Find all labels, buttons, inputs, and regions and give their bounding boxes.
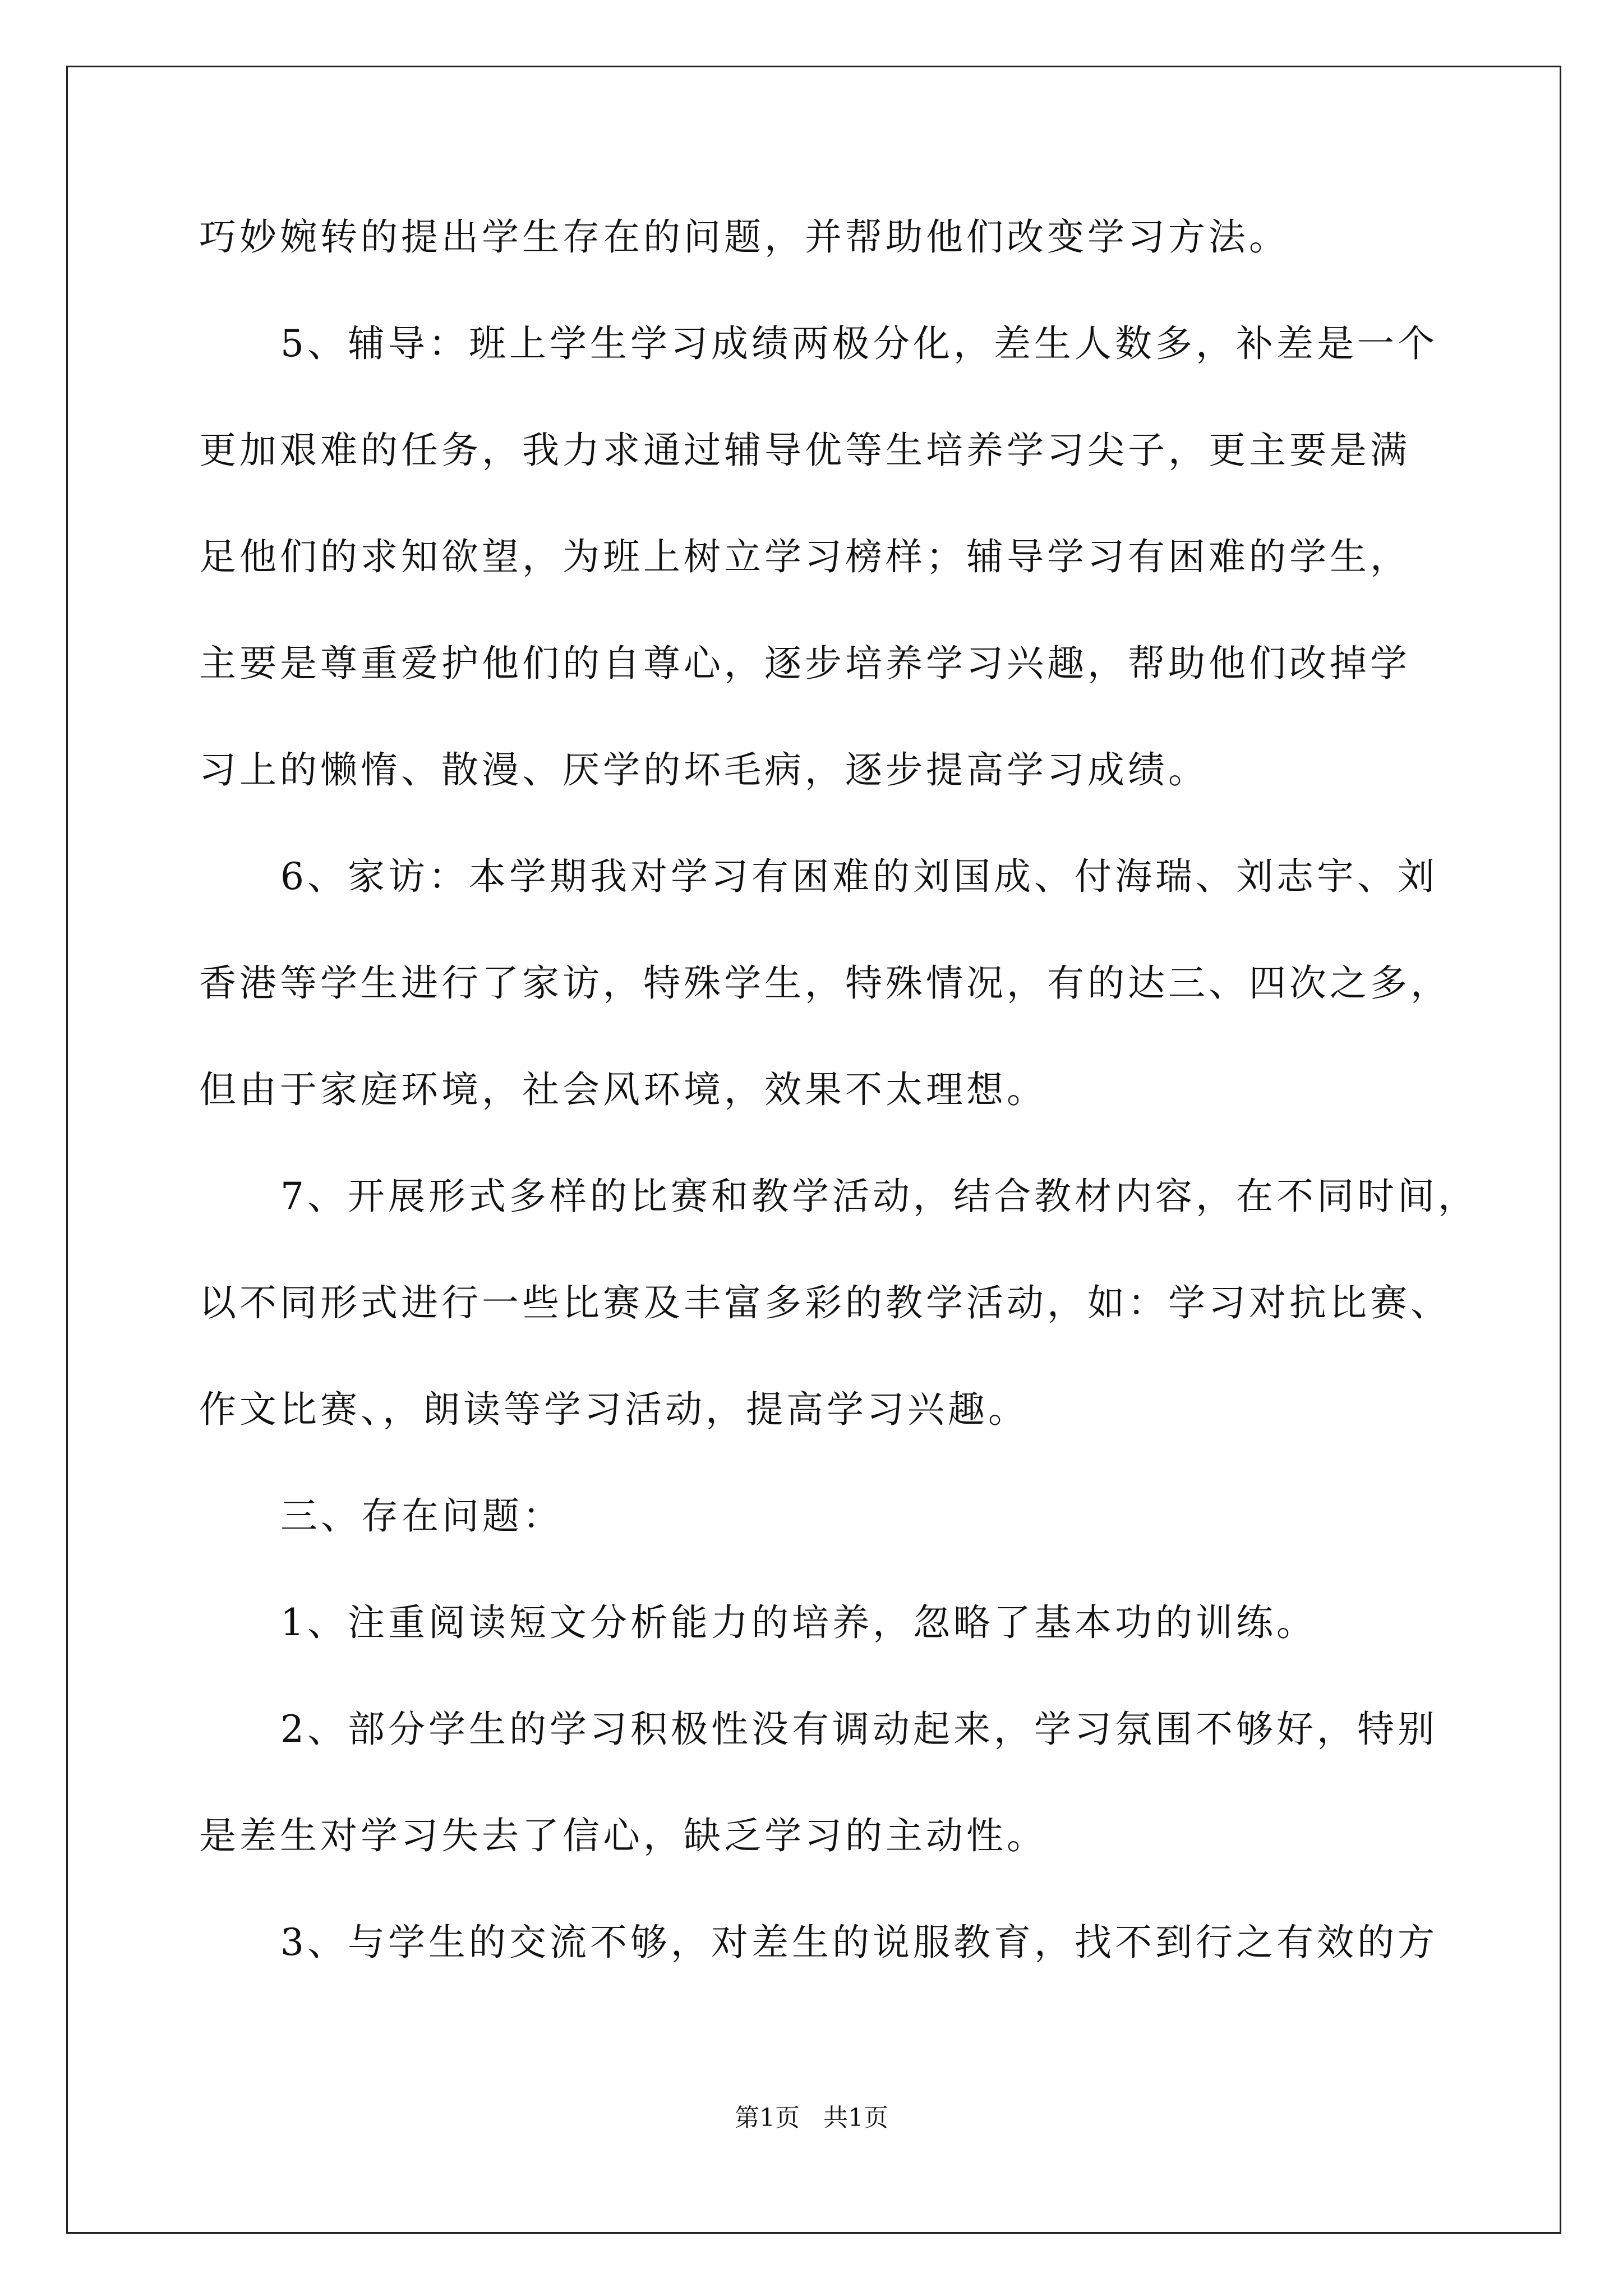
text-line-4: 足他们的求知欲望，为班上树立学习榜样；辅导学习有困难的学生， — [199, 535, 1410, 578]
text-line-11: 以不同形式进行一些比赛及丰富多彩的教学活动，如：学习对抗比赛、 — [199, 1281, 1451, 1324]
text-line-8: 香港等学生进行了家访，特殊学生，特殊情况，有的达三、四次之多， — [199, 961, 1451, 1005]
section-heading: 三、存在问题： — [280, 1494, 563, 1538]
text-line-7: 6、家访：本学期我对学习有困难的刘国成、付海瑞、刘志宇、刘 — [280, 855, 1438, 898]
text-line-17: 3、与学生的交流不够，对差生的说服教育，找不到行之有效的方 — [280, 1921, 1438, 1964]
text-line-6: 习上的懒惰、散漫、厌学的坏毛病，逐步提高学习成绩。 — [199, 748, 1209, 792]
text-line-15: 2、部分学生的学习积极性没有调动起来，学习氛围不够好，特别 — [280, 1708, 1438, 1751]
text-line-9: 但由于家庭环境，社会风环境，效果不太理想。 — [199, 1068, 1047, 1111]
text-line-10: 7、开展形式多样的比赛和教学活动，结合教材内容，在不同时间， — [280, 1175, 1478, 1218]
text-line-3: 更加艰难的任务，我力求通过辅导优等生培养学习尖子，更主要是满 — [199, 429, 1410, 472]
text-line-16: 是差生对学习失去了信心，缺乏学习的主动性。 — [199, 1814, 1047, 1857]
text-line-5: 主要是尊重爱护他们的自尊心，逐步培养学习兴趣，帮助他们改掉学 — [199, 642, 1410, 685]
text-line-2: 5、辅导：班上学生学习成绩两极分化，差生人数多，补差是一个 — [280, 322, 1438, 365]
page-footer: 第1页 共1页 — [735, 2104, 888, 2132]
page-border — [66, 66, 1561, 2234]
text-line-14: 1、注重阅读短文分析能力的培养，忽略了基本功的训练。 — [280, 1601, 1317, 1644]
text-line-12: 作文比赛、，朗读等学习活动，提高学习兴趣。 — [199, 1388, 1029, 1431]
text-line-1: 巧妙婉转的提出学生存在的问题，并帮助他们改变学习方法。 — [199, 215, 1289, 259]
